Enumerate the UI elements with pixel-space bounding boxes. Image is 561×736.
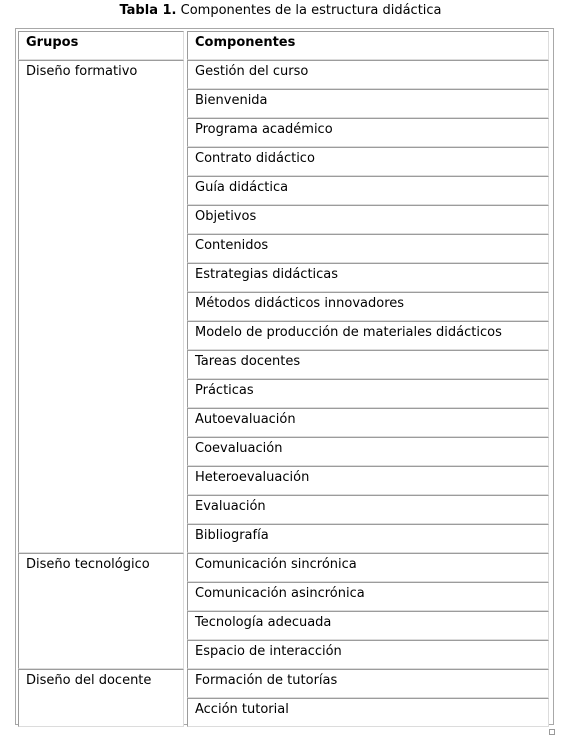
component-cell: Bibliografía bbox=[187, 524, 549, 553]
component-cell: Evaluación bbox=[187, 495, 549, 524]
component-cell: Gestión del curso bbox=[187, 60, 549, 89]
component-cell: Acción tutorial bbox=[187, 698, 549, 727]
group-cell: Diseño tecnológico bbox=[18, 553, 184, 669]
component-cell: Heteroevaluación bbox=[187, 466, 549, 495]
components-table bbox=[15, 28, 554, 725]
component-cell: Tareas docentes bbox=[187, 350, 549, 379]
component-cell: Comunicación sincrónica bbox=[187, 553, 549, 582]
group-cell: Diseño formativo bbox=[18, 60, 184, 553]
caption-text: Componentes de la estructura didáctica bbox=[180, 3, 442, 18]
component-cell: Autoevaluación bbox=[187, 408, 549, 437]
header-cell-components: Componentes bbox=[187, 31, 549, 60]
resize-handle[interactable] bbox=[549, 729, 555, 735]
component-cell: Formación de tutorías bbox=[187, 669, 549, 698]
header-cell-groups: Grupos bbox=[18, 31, 184, 60]
component-cell: Contrato didáctico bbox=[187, 147, 549, 176]
component-cell: Contenidos bbox=[187, 234, 549, 263]
component-cell: Objetivos bbox=[187, 205, 549, 234]
component-cell: Estrategias didácticas bbox=[187, 263, 549, 292]
caption-label: Tabla 1. bbox=[119, 3, 177, 18]
component-cell: Métodos didácticos innovadores bbox=[187, 292, 549, 321]
component-cell: Comunicación asincrónica bbox=[187, 582, 549, 611]
table-caption bbox=[0, 3, 561, 19]
component-cell: Coevaluación bbox=[187, 437, 549, 466]
component-cell: Guía didáctica bbox=[187, 176, 549, 205]
component-cell: Programa académico bbox=[187, 118, 549, 147]
component-cell: Prácticas bbox=[187, 379, 549, 408]
component-cell: Espacio de interacción bbox=[187, 640, 549, 669]
component-cell: Tecnología adecuada bbox=[187, 611, 549, 640]
group-cell: Diseño del docente bbox=[18, 669, 184, 727]
component-cell: Bienvenida bbox=[187, 89, 549, 118]
component-cell: Modelo de producción de materiales didácticos bbox=[187, 321, 549, 350]
